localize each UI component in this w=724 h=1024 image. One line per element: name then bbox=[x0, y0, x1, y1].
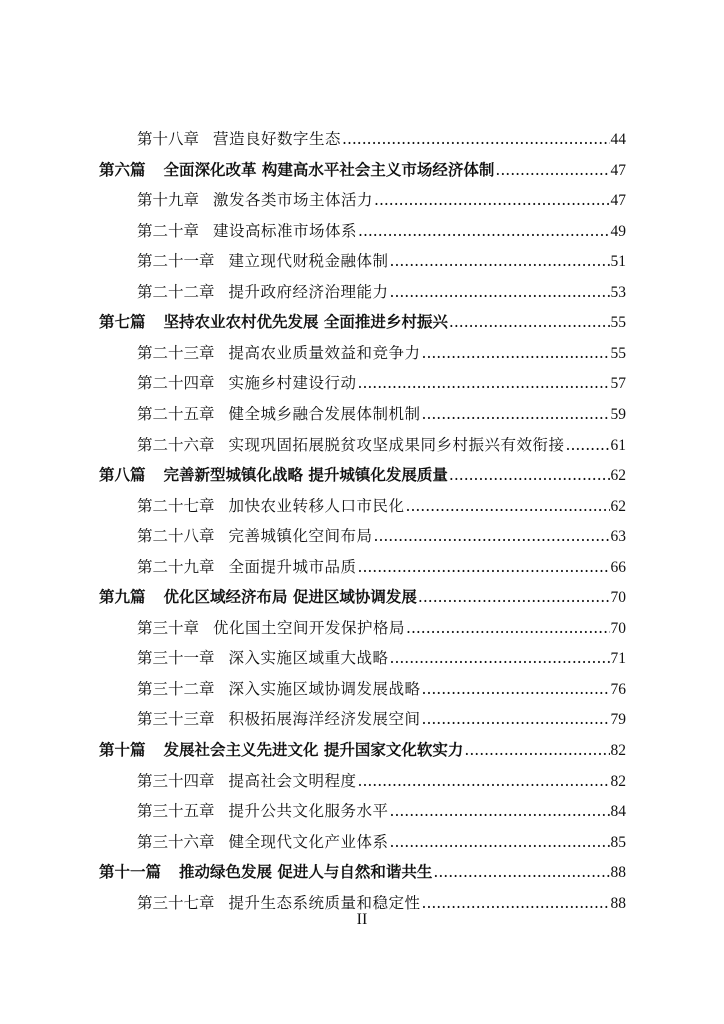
toc-entry-page-number: 82 bbox=[610, 772, 626, 790]
toc-entry-title: 加快农业转移人口市民化 bbox=[228, 496, 405, 515]
toc-entry-page-number: 76 bbox=[610, 680, 626, 698]
toc-entry-title: 深入实施区域协调发展战略 bbox=[228, 679, 421, 698]
toc-entry-title: 激发各类市场主体活力 bbox=[213, 191, 374, 210]
toc-part-entry[interactable] bbox=[99, 857, 626, 887]
toc-entry-title: 建立现代财税金融体制 bbox=[228, 252, 389, 271]
toc-entry-number: 第二十七章 bbox=[137, 496, 215, 515]
toc-entry-number: 第八篇 bbox=[99, 466, 146, 485]
toc-entry-title: 深入实施区域重大战略 bbox=[228, 649, 389, 668]
toc-entry-page-number: 85 bbox=[610, 833, 626, 851]
toc-entry-number: 第二十五章 bbox=[137, 404, 215, 423]
toc-entry-title: 提高农业质量效益和竞争力 bbox=[228, 343, 421, 362]
dot-leader bbox=[374, 185, 609, 215]
toc-entry-title: 实现巩固拓展脱贫攻坚成果同乡村振兴有效衔接 bbox=[228, 435, 565, 454]
toc-entry-number: 第三十一章 bbox=[137, 649, 215, 668]
toc-part-entry[interactable] bbox=[99, 155, 626, 185]
toc-entry-title: 坚持农业农村优先发展 全面推进乡村振兴 bbox=[163, 313, 448, 332]
toc-entry-page-number: 63 bbox=[610, 528, 626, 546]
toc-entry-title: 优化区域经济布局 促进区域协调发展 bbox=[163, 588, 417, 607]
toc-entry-number: 第十一篇 bbox=[99, 863, 162, 882]
toc-chapter-entry[interactable] bbox=[137, 674, 626, 704]
toc-entry-title: 优化国土空间开发保护格局 bbox=[213, 618, 406, 637]
toc-chapter-entry[interactable] bbox=[137, 277, 626, 307]
toc-entry-page-number: 66 bbox=[610, 558, 626, 576]
toc-entry-number: 第二十三章 bbox=[137, 343, 215, 362]
toc-entry-number: 第七篇 bbox=[99, 313, 146, 332]
toc-entry-number: 第三十二章 bbox=[137, 679, 215, 698]
toc-chapter-entry[interactable] bbox=[137, 552, 626, 582]
toc-entry-number: 第九篇 bbox=[99, 588, 146, 607]
toc-entry-number: 第二十八章 bbox=[137, 527, 215, 546]
toc-chapter-entry[interactable] bbox=[137, 430, 626, 460]
dot-leader bbox=[449, 460, 610, 490]
toc-entry-page-number: 61 bbox=[610, 436, 626, 454]
toc-chapter-entry[interactable] bbox=[137, 613, 626, 643]
dot-leader bbox=[390, 643, 610, 673]
toc-entry-number: 第三十三章 bbox=[137, 710, 215, 729]
toc-entry-page-number: 55 bbox=[610, 314, 626, 332]
dot-leader bbox=[418, 582, 610, 612]
dot-leader bbox=[422, 674, 610, 704]
toc-chapter-entry[interactable] bbox=[137, 491, 626, 521]
toc-entry-title: 健全现代文化产业体系 bbox=[228, 832, 389, 851]
dot-leader bbox=[422, 704, 610, 734]
toc-chapter-entry[interactable] bbox=[137, 399, 626, 429]
toc-entry-title: 提升生态系统质量和稳定性 bbox=[228, 893, 421, 912]
dot-leader bbox=[390, 796, 610, 826]
dot-leader bbox=[358, 552, 610, 582]
toc-entry-number: 第三十章 bbox=[137, 618, 200, 637]
toc-entry-page-number: 47 bbox=[610, 192, 626, 210]
toc-entry-number: 第十九章 bbox=[137, 191, 200, 210]
dot-leader bbox=[433, 857, 609, 887]
toc-entry-number: 第二十一章 bbox=[137, 252, 215, 271]
toc-entry-title: 完善城镇化空间布局 bbox=[228, 527, 373, 546]
toc-entry-number: 第二十四章 bbox=[137, 374, 215, 393]
dot-leader bbox=[422, 338, 610, 368]
toc-entry-number: 第二十九章 bbox=[137, 557, 215, 576]
toc-entry-title: 营造良好数字生态 bbox=[213, 130, 342, 148]
toc-chapter-entry[interactable] bbox=[137, 521, 626, 551]
dot-leader bbox=[406, 613, 609, 643]
dot-leader bbox=[449, 307, 610, 337]
toc-entry-number: 第二十二章 bbox=[137, 282, 215, 301]
toc-entry-title: 发展社会主义先进文化 提升国家文化软实力 bbox=[163, 741, 464, 759]
toc-chapter-entry[interactable] bbox=[137, 704, 626, 734]
dot-leader bbox=[390, 277, 610, 307]
toc-part-entry[interactable] bbox=[99, 582, 626, 612]
toc-chapter-entry[interactable] bbox=[137, 796, 626, 826]
toc-entry-number: 第三十六章 bbox=[137, 832, 215, 851]
toc-entry-title: 健全城乡融合发展体制机制 bbox=[228, 404, 421, 423]
dot-leader bbox=[390, 246, 610, 276]
toc-entry-page-number: 59 bbox=[610, 405, 626, 423]
toc-entry-page-number: 49 bbox=[610, 222, 626, 240]
dot-leader bbox=[358, 216, 609, 246]
toc-chapter-entry[interactable] bbox=[137, 338, 626, 368]
toc-entry-number: 第六篇 bbox=[99, 160, 146, 179]
toc-entry-number: 第十篇 bbox=[99, 741, 146, 759]
toc-entry-page-number: 70 bbox=[610, 589, 626, 607]
toc-entry-page-number: 62 bbox=[610, 467, 626, 485]
toc-entry-page-number: 79 bbox=[610, 711, 626, 729]
toc-chapter-entry[interactable] bbox=[137, 185, 626, 215]
toc-entry-number: 第三十五章 bbox=[137, 802, 215, 821]
toc-entry-page-number: 84 bbox=[610, 803, 626, 821]
dot-leader bbox=[406, 491, 610, 521]
toc-entry-number: 第三十七章 bbox=[137, 893, 215, 912]
page-number-footer: II bbox=[356, 911, 368, 928]
toc-entry-page-number: 82 bbox=[610, 742, 626, 759]
toc-entry-title: 全面深化改革 构建高水平社会主义市场经济体制 bbox=[163, 160, 495, 179]
toc-chapter-entry[interactable] bbox=[137, 368, 626, 398]
toc-entry-title: 提升公共文化服务水平 bbox=[228, 802, 389, 821]
toc-entry-page-number: 88 bbox=[610, 864, 626, 882]
toc-part-entry[interactable] bbox=[99, 735, 626, 765]
toc-chapter-entry[interactable] bbox=[137, 124, 626, 154]
toc-entry-page-number: 44 bbox=[610, 131, 626, 148]
toc-entry-title: 推动绿色发展 促进人与自然和谐共生 bbox=[179, 863, 433, 882]
toc-entry-title: 提升政府经济治理能力 bbox=[228, 282, 389, 301]
toc-part-entry[interactable] bbox=[99, 460, 626, 490]
dot-leader bbox=[464, 735, 609, 765]
dot-leader bbox=[422, 399, 610, 429]
toc-chapter-entry[interactable] bbox=[137, 216, 626, 246]
toc-chapter-entry[interactable] bbox=[137, 766, 626, 796]
toc-entry-number: 第二十六章 bbox=[137, 435, 215, 454]
toc-entry-page-number: 47 bbox=[610, 161, 626, 179]
toc-entry-title: 建设高标准市场体系 bbox=[213, 221, 358, 240]
dot-leader bbox=[390, 827, 610, 857]
toc-entry-number: 第二十章 bbox=[137, 221, 200, 240]
toc-entry-page-number: 62 bbox=[610, 497, 626, 515]
dot-leader bbox=[374, 521, 610, 551]
toc-chapter-entry[interactable] bbox=[137, 827, 626, 857]
toc-entry-page-number: 88 bbox=[610, 894, 626, 912]
dot-leader bbox=[566, 430, 610, 460]
toc-part-entry[interactable] bbox=[99, 307, 626, 337]
toc-entry-title: 全面提升城市品质 bbox=[228, 557, 357, 576]
toc-entry-page-number: 53 bbox=[610, 283, 626, 301]
toc-entry-page-number: 70 bbox=[610, 619, 626, 637]
toc-entry-title: 积极拓展海洋经济发展空间 bbox=[228, 710, 421, 729]
toc-entry-number: 第三十四章 bbox=[137, 771, 215, 790]
dot-leader bbox=[358, 368, 610, 398]
toc-entry-title: 提高社会文明程度 bbox=[228, 771, 357, 790]
toc-chapter-entry[interactable] bbox=[137, 643, 626, 673]
toc-entry-page-number: 71 bbox=[610, 650, 626, 668]
toc-entry-page-number: 55 bbox=[610, 344, 626, 362]
dot-leader bbox=[358, 766, 610, 796]
toc-entry-title: 完善新型城镇化战略 提升城镇化发展质量 bbox=[163, 466, 448, 485]
toc-entry-page-number: 57 bbox=[610, 375, 626, 393]
dot-leader bbox=[495, 155, 609, 185]
toc-entry-page-number: 51 bbox=[610, 253, 626, 271]
dot-leader bbox=[342, 124, 609, 154]
toc-entry-number: 第十八章 bbox=[137, 130, 200, 148]
toc-chapter-entry[interactable] bbox=[137, 246, 626, 276]
toc-entry-title: 实施乡村建设行动 bbox=[228, 374, 357, 393]
